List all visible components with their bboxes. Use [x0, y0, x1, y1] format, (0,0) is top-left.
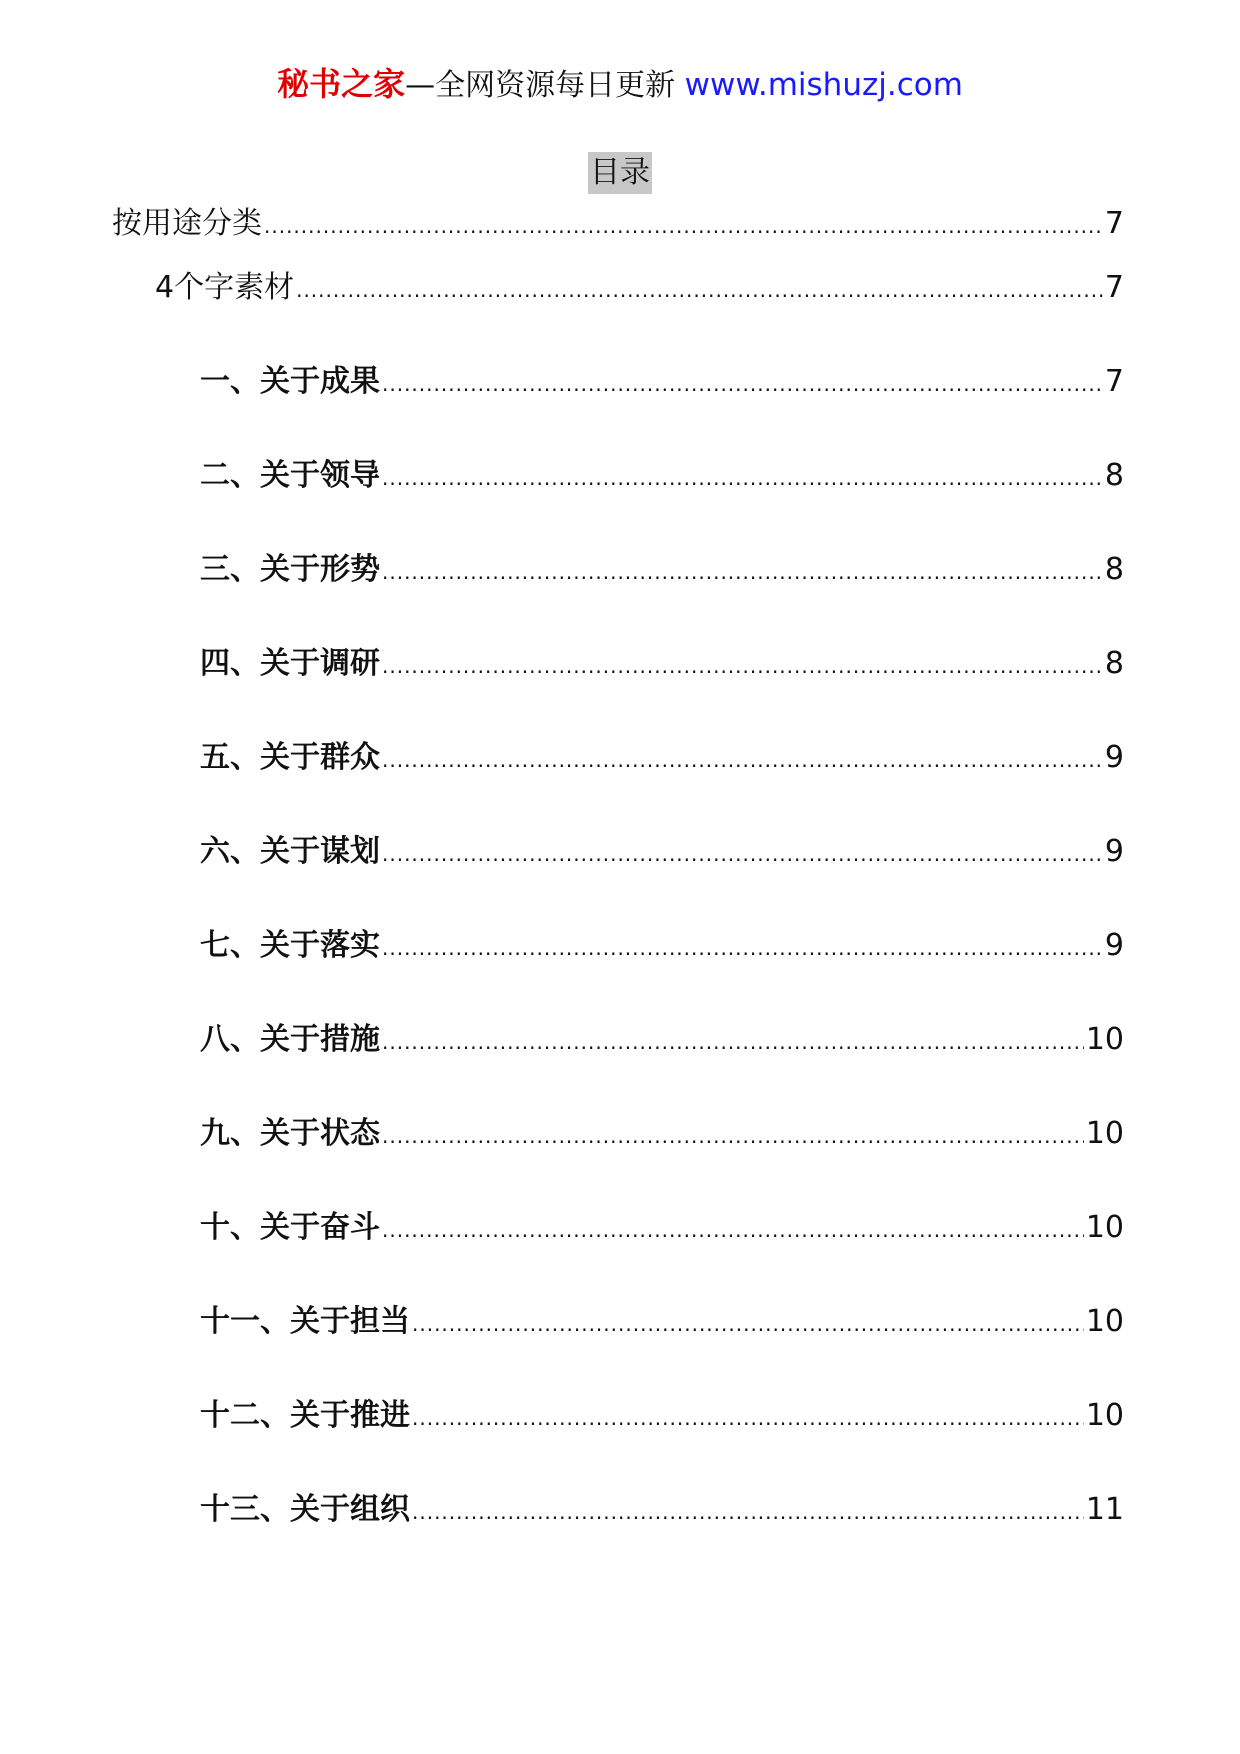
toc-dot-leader: [382, 458, 1103, 498]
toc-page-number: 8: [1104, 646, 1124, 681]
toc-entry[interactable]: [200, 550, 1124, 592]
toc-page-number: 10: [1085, 1022, 1124, 1057]
toc-entry[interactable]: [200, 738, 1124, 780]
toc-entry[interactable]: [155, 268, 1124, 310]
toc-entry-label: 一、关于成果: [200, 364, 380, 399]
toc-entry[interactable]: [200, 926, 1124, 968]
toc-dot-leader: [382, 1022, 1084, 1062]
toc-dot-leader: [382, 1116, 1084, 1156]
page-header: [0, 58, 1240, 112]
toc-page-number: 8: [1104, 458, 1124, 493]
toc-page-number: 9: [1104, 740, 1124, 775]
toc-entry[interactable]: [200, 1302, 1124, 1344]
toc-entry-label: 十二、关于推进: [200, 1398, 410, 1433]
toc-entry-label: 三、关于形势: [200, 552, 380, 587]
toc-dot-leader: [382, 646, 1103, 686]
toc-entry-label: 二、关于领导: [200, 458, 380, 493]
toc-dot-leader: [412, 1492, 1084, 1532]
toc-page-number: 9: [1104, 928, 1124, 963]
toc-page-number: 7: [1104, 270, 1124, 305]
brand-name: 秘书之家: [277, 65, 406, 103]
toc-page-number: 7: [1104, 364, 1124, 399]
toc-entry-label: 十三、关于组织: [200, 1492, 410, 1527]
toc-dot-leader: [382, 552, 1103, 592]
toc-dot-leader: [382, 740, 1103, 780]
toc-entry-label: 十一、关于担当: [200, 1304, 410, 1339]
toc-entry[interactable]: [200, 1490, 1124, 1532]
toc-entry-label: 九、关于状态: [200, 1116, 380, 1151]
toc-entry[interactable]: [200, 362, 1124, 404]
toc-entry-label: 八、关于措施: [200, 1022, 380, 1057]
toc-page-number: 8: [1104, 552, 1124, 587]
toc-entry[interactable]: [200, 832, 1124, 874]
toc-dot-leader: [412, 1304, 1084, 1344]
toc-entry[interactable]: [200, 1020, 1124, 1062]
toc-entry-label: 4个字素材: [155, 270, 295, 305]
toc-entry-label: 六、关于谋划: [200, 834, 380, 869]
toc-entry-label: 按用途分类: [112, 206, 262, 241]
toc-dot-leader: [412, 1398, 1084, 1438]
toc-page-number: 9: [1104, 834, 1124, 869]
toc-page-number: 10: [1085, 1210, 1124, 1245]
toc-entry[interactable]: [200, 644, 1124, 686]
toc-page-number: 7: [1104, 206, 1124, 241]
toc-entry-label: 十、关于奋斗: [200, 1210, 380, 1245]
toc-entry[interactable]: [200, 1114, 1124, 1156]
toc-page-number: 10: [1085, 1116, 1124, 1151]
toc-entry-label: 四、关于调研: [200, 646, 380, 681]
toc-entry-label: 七、关于落实: [200, 928, 380, 963]
toc-dot-leader: [382, 834, 1103, 874]
toc-entry-label: 五、关于群众: [200, 740, 380, 775]
toc-dot-leader: [382, 364, 1103, 404]
toc-dot-leader: [382, 928, 1103, 968]
header-url-link[interactable]: www.mishuzj.com: [684, 67, 963, 103]
toc-entry[interactable]: [200, 456, 1124, 498]
toc-dot-leader: [382, 1210, 1084, 1250]
toc-page-number: 10: [1085, 1398, 1124, 1433]
toc-entry[interactable]: [200, 1208, 1124, 1250]
toc-page-number: 11: [1085, 1492, 1124, 1527]
page-title: 目录: [588, 152, 652, 194]
toc-page-number: 10: [1085, 1304, 1124, 1339]
toc-entry[interactable]: [200, 1396, 1124, 1438]
toc-entry[interactable]: [112, 204, 1124, 246]
header-tagline: —全网资源每日更新: [405, 68, 685, 103]
toc-dot-leader: [264, 206, 1103, 246]
toc-dot-leader: [296, 270, 1103, 310]
